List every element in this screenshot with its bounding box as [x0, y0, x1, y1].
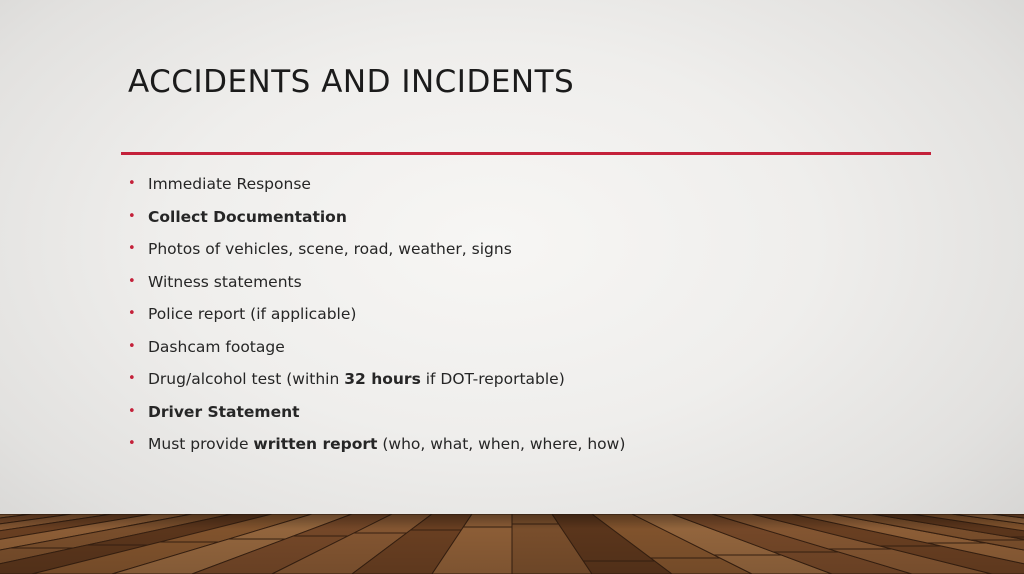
- bullet-item: [128, 402, 625, 435]
- bullet-text: Immediate Response: [148, 175, 311, 193]
- bullet-item: [128, 174, 625, 207]
- bullet-item: [128, 304, 625, 337]
- bullet-item: [128, 337, 625, 370]
- bullet-dot-icon: •: [128, 241, 136, 256]
- bullet-dot-icon: •: [128, 371, 136, 386]
- bullet-item: [128, 207, 625, 240]
- bullet-dot-icon: •: [128, 338, 136, 354]
- slide-title: ACCIDENTS AND INCIDENTS: [128, 64, 575, 100]
- bullet-dot-icon: •: [128, 306, 136, 321]
- wood-floor-background: [0, 514, 1024, 574]
- bullet-item: [128, 272, 625, 305]
- bullet-dot-icon: •: [128, 176, 136, 191]
- bullet-text: [148, 370, 565, 388]
- bullet-text: Police report (if applicable): [148, 305, 357, 323]
- bullet-dot-icon: •: [128, 403, 136, 419]
- wood-floor-planks: [0, 514, 1024, 574]
- bullet-text: Collect Documentation: [148, 207, 347, 226]
- bullet-text-part: if DOT-reportable): [420, 370, 565, 388]
- bullet-text: Witness statements: [148, 272, 302, 291]
- bullet-text: [148, 435, 625, 453]
- bullet-list: [128, 174, 625, 467]
- bullet-dot-icon: •: [128, 208, 136, 224]
- bullet-emphasis: written report: [253, 435, 378, 453]
- bullet-item: [128, 369, 625, 402]
- bullet-text: Driver Statement: [148, 402, 300, 421]
- bullet-text: Photos of vehicles, scene, road, weather, signs: [148, 240, 512, 258]
- bullet-dot-icon: •: [128, 273, 136, 289]
- bullet-emphasis: 32 hours: [344, 370, 421, 388]
- bullet-text-part: Drug/alcohol test (within: [148, 370, 345, 388]
- bullet-item: [128, 239, 625, 272]
- bullet-dot-icon: •: [128, 436, 136, 451]
- bullet-text-part: (who, what, when, where, how): [377, 435, 626, 453]
- bullet-item: [128, 434, 625, 467]
- title-divider: [121, 152, 931, 155]
- bullet-text: Dashcam footage: [148, 337, 285, 356]
- bullet-text-part: Must provide: [148, 435, 254, 453]
